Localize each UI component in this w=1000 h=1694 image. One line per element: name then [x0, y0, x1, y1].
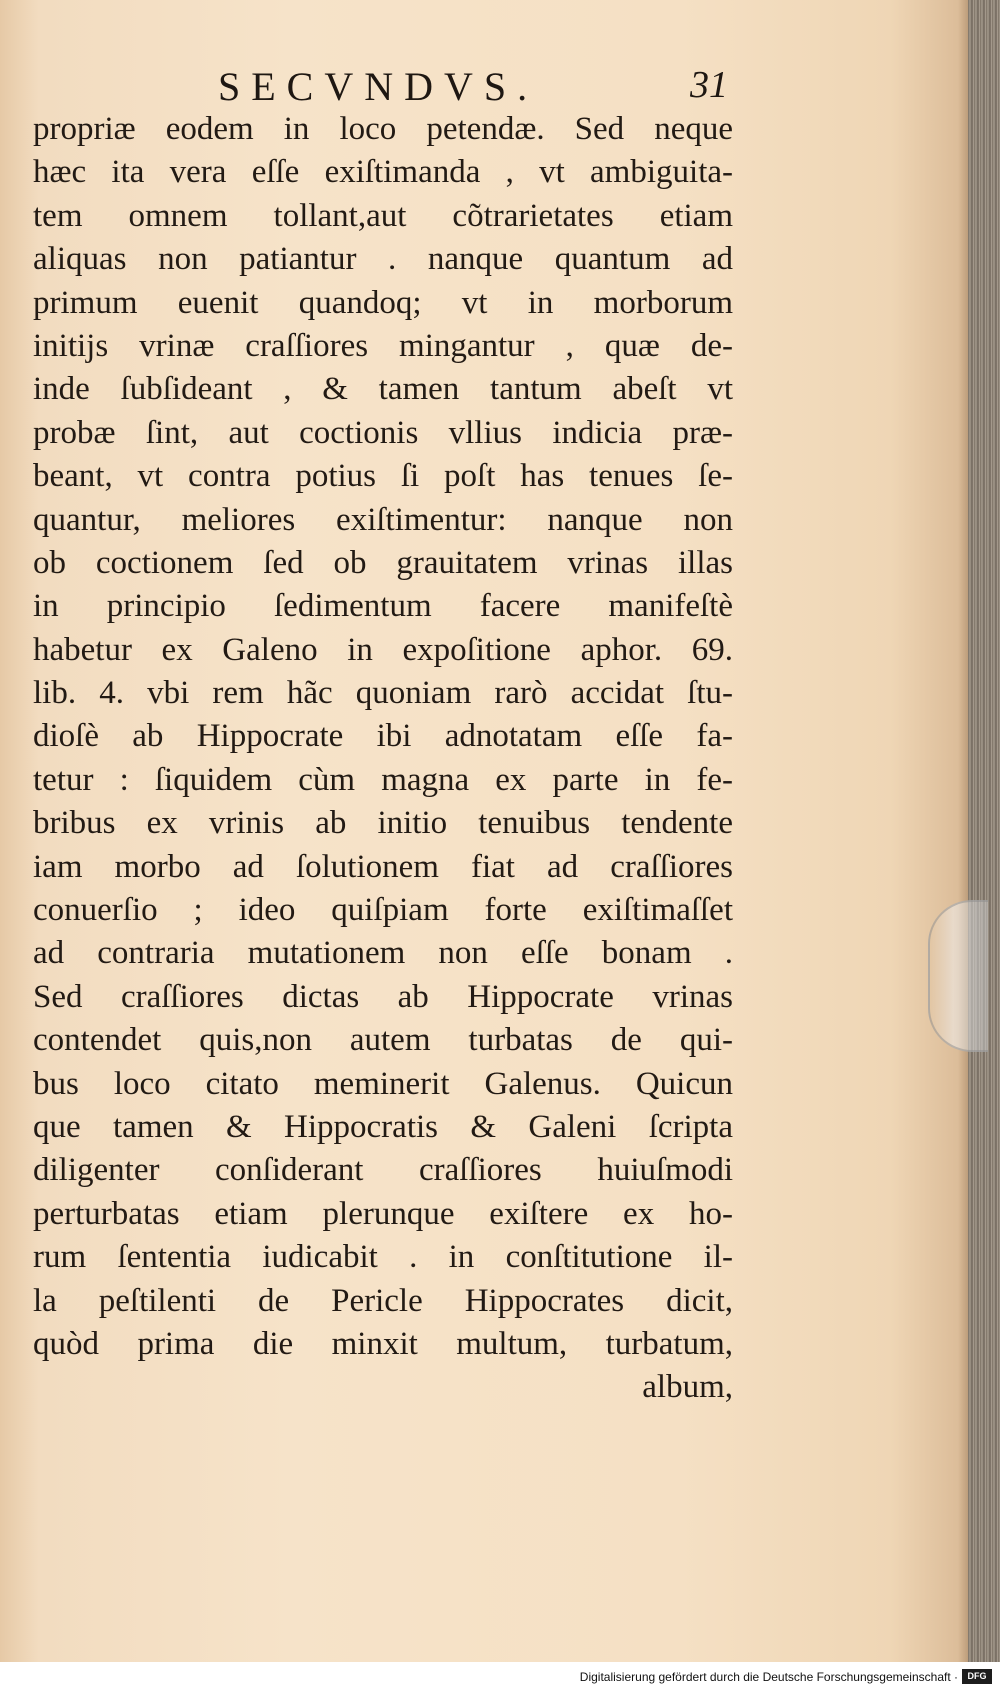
text-line: tem omnem tollant,aut cõtrarietates etiam	[33, 197, 733, 234]
text-line: iam morbo ad ſolutionem fiat ad craſſiores	[33, 848, 733, 885]
book-fore-edge	[968, 0, 1000, 1662]
text-line: habetur ex Galeno in expoſitione aphor. 69.	[33, 631, 733, 668]
text-line: in principio ſedimentum facere manifeſtè	[33, 588, 733, 625]
text-line: dioſè ab Hippocrate ibi adnotatam eſſe fa-	[33, 718, 733, 755]
running-head	[0, 55, 968, 115]
running-head-title: SECVNDVS.	[218, 64, 539, 109]
text-line: ad contraria mutationem non eſſe bonam .	[33, 935, 733, 972]
text-line: bus loco citato meminerit Galenus. Quicun	[33, 1065, 733, 1102]
text-line: contendet quis,non autem turbatas de qui-	[33, 1022, 733, 1059]
text-line: lib. 4. vbi rem hãc quoniam rarò accidat ſtu-	[33, 675, 733, 712]
gutter-shadow	[958, 0, 968, 1662]
text-line: rum ſententia iudicabit . in conſtitutione il-	[33, 1239, 733, 1276]
text-line: quantur, meliores exiſtimentur: nanque non	[33, 501, 733, 538]
page-number: 31	[690, 64, 728, 106]
text-line: beant, vt contra potius ſi poſt has tenues ſe-	[33, 458, 733, 495]
text-line: aliquas non patiantur . nanque quantum ad	[33, 241, 733, 278]
text-line: inde ſubſideant , & tamen tantum abeſt vt	[33, 371, 733, 408]
text-line: tetur : ſiquidem cùm magna ex parte in fe-	[33, 761, 733, 798]
funding-credit: Digitalisierung gefördert durch die Deutsche Forschungsgemeinschaft ·	[579, 1670, 958, 1684]
text-line: primum euenit quandoq; vt in morborum	[33, 284, 733, 321]
digitization-footer	[0, 1662, 1000, 1694]
text-line: perturbatas etiam plerunque exiſtere ex ho-	[33, 1195, 733, 1232]
catchword-line: album,	[642, 1369, 733, 1406]
text-line: quòd prima die minxit multum, turbatum,	[33, 1325, 733, 1362]
text-line: que tamen & Hippocratis & Galeni ſcripta	[33, 1108, 733, 1145]
text-line: bribus ex vrinis ab initio tenuibus tendente	[33, 805, 733, 842]
text-line: initijs vrinæ craſſiores mingantur , quæ de-	[33, 327, 733, 364]
text-line: conuerſio ; ideo quiſpiam forte exiſtimaſſet	[33, 892, 733, 929]
text-line: hæc ita vera eſſe exiſtimanda , vt ambiguita-	[33, 154, 733, 191]
text-line: la peſtilenti de Pericle Hippocrates dicit,	[33, 1282, 733, 1319]
page-clip	[928, 900, 988, 1052]
text-line: probæ ſint, aut coctionis vllius indicia præ-	[33, 414, 733, 451]
text-line: ob coctionem ſed ob grauitatem vrinas illas	[33, 544, 733, 581]
text-line: diligenter conſiderant craſſiores huiuſmodi	[33, 1152, 733, 1189]
dfg-logo: DFG	[962, 1669, 992, 1684]
text-block	[33, 108, 733, 1410]
text-line: propriæ eodem in loco petendæ. Sed neque	[33, 111, 733, 147]
text-line: Sed craſſiores dictas ab Hippocrate vrinas	[33, 978, 733, 1015]
